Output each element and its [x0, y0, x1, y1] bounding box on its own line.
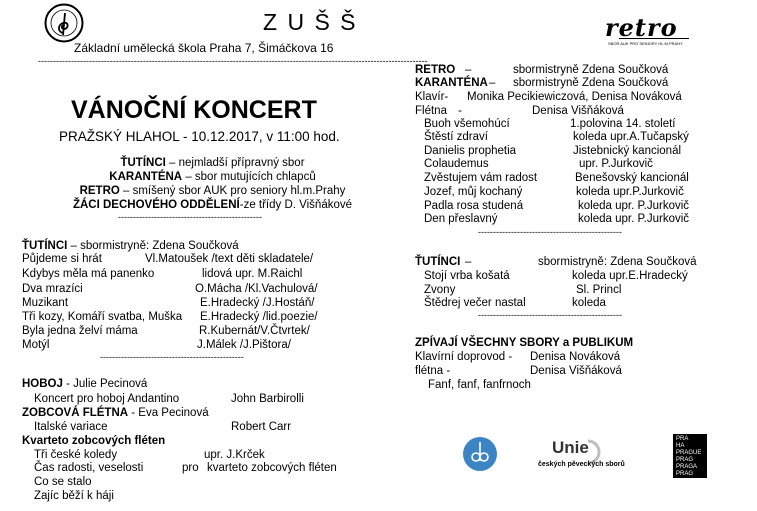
song-author: E.Hradecký /lid.poezie/: [200, 311, 318, 323]
song-title: Padla rosa studená: [424, 200, 524, 212]
song-author: koleda upr. P.Jurkovič: [578, 200, 690, 212]
song-title: Co se stalo: [34, 476, 92, 488]
song-title: Štědrej večer nastal: [424, 297, 526, 309]
song-title: Stojí vrba košatá: [424, 270, 510, 282]
song-author: upr. J.Krček: [204, 449, 265, 461]
song-title: Zvony: [424, 284, 456, 296]
song-title: Zvěstujem vám radost: [424, 172, 538, 184]
unie-logo: [538, 438, 648, 472]
ensemble-line: ŤUTÍNCI – nejmladší přípravný sbor: [120, 157, 305, 169]
song-author: Sl. Princl: [576, 284, 622, 296]
header-separator: ----------------------------------------------------------------------------------------------------------------------------------: [38, 56, 428, 66]
song-title: Půjdeme si hrát: [22, 253, 102, 265]
song-author: koleda upr.P.Jurkovič: [576, 186, 684, 198]
concert-title: VÁNOČNÍ KONCERT: [71, 96, 317, 124]
song-author: Robert Carr: [231, 421, 292, 433]
zobcova-heading: ZOBCOVÁ FLÉTNA - Eva Pecinová: [22, 407, 209, 419]
song-title: Tři české koledy: [34, 449, 118, 461]
song-title: Motýl: [22, 339, 50, 351]
ensemble-line: ŽÁCI DECHOVÉHO ODDĚLENÍ-ze třídy D. Višňákové: [72, 199, 353, 211]
separator: ------------------------------------------------: [100, 352, 244, 362]
song-author: koleda upr.E.Hradecký: [572, 270, 688, 282]
song-title: Buoh všemohúcí: [424, 118, 510, 130]
ensemble-line: KARANTÉNA – sbor mutujících chlapců: [109, 171, 316, 183]
hoboj-heading: HOBOJ - Julie Pecinová: [22, 378, 148, 390]
retro-logo-text: retro: [605, 13, 678, 42]
circle-logo: [462, 436, 498, 472]
treble-clef-icon: [44, 3, 84, 43]
choir-logo-icon: [462, 436, 498, 472]
unie-logo-subtext: českých pěveckých sborů: [538, 461, 625, 468]
separator: ------------------------------------------------: [478, 310, 622, 320]
ensemble-line: RETRO – smíšený sbor AUK pro seniory hl.m.Prahy: [79, 185, 346, 197]
song-author: Benešovský kancionál: [575, 172, 689, 184]
song-title: Byla jedna želví máma: [22, 325, 138, 337]
retro-logo-subtext: SBOR AUK PRO SENIORY HL.M.PRAHY: [608, 41, 683, 46]
song-title: Koncert pro hoboj Andantino: [34, 393, 180, 405]
song-author: koleda: [572, 297, 606, 309]
song-author: Vl.Matoušek /text děti skladatele/: [145, 253, 314, 265]
song-mid: pro: [182, 462, 199, 474]
song-author: E.Hradecký /J.Hostáň/: [200, 297, 315, 309]
all-choirs-heading: ZPÍVAJÍ VŠECHNY SBORY a PUBLIKUM: [415, 337, 634, 349]
kvarteto-heading: Kvarteto zobcových fléten: [22, 435, 166, 447]
finale-song: Fanf, fanf, fanfrnoch: [428, 379, 531, 391]
song-title: Colaudemus: [424, 158, 489, 170]
praha-logo: PRA HA PRAGUE PRAG PRAGA PRAG: [673, 434, 707, 478]
song-author: koleda upr. P.Jurkovič: [578, 213, 690, 225]
song-author: koleda upr.A.Tučapský: [573, 131, 689, 143]
song-author: upr. P.Jurkovič: [579, 158, 653, 170]
song-title: Kdybys měla má panenko: [22, 268, 155, 280]
song-title: Štěstí zdraví: [424, 131, 488, 143]
tutinci-heading: ŤUTÍNCI – sbormistryně: Zdena Součková: [22, 240, 239, 252]
song-author: kvarteto zobcových fléten: [207, 462, 337, 474]
school-emblem: [44, 3, 84, 43]
song-author: Jistebnický kancionál: [573, 145, 682, 157]
separator: ------------------------------------------------: [478, 227, 622, 237]
song-title: Danielis prophetia: [424, 145, 517, 157]
song-title: Tři kozy, Komáří svatba, Muška: [22, 311, 183, 323]
song-author: lidová upr. M.Raichl: [202, 268, 303, 280]
retro-logo: [605, 13, 695, 48]
song-author: O.Mácha /Kl.Vachulová/: [195, 283, 318, 295]
song-title: Jozef, můj kochaný: [424, 186, 523, 198]
unie-logo-text: Unie: [552, 438, 589, 457]
song-author: R.Kubernát/V.Čtvrtek/: [199, 325, 310, 337]
song-title: Italské variace: [34, 421, 108, 433]
song-author: John Barbirolli: [231, 393, 304, 405]
separator: ------------------------------------------------: [118, 212, 262, 222]
song-title: Čas radosti, veselosti: [34, 462, 144, 474]
song-title: Muzikant: [22, 297, 69, 309]
song-title: Zajíc běží k háji: [34, 490, 114, 502]
song-author: J.Málek /J.Pištora/: [197, 339, 291, 351]
song-title: Dva mrazíci: [22, 283, 83, 295]
school-short-name: Z U Š Š: [263, 9, 358, 35]
song-title: Den přeslavný: [424, 213, 498, 225]
concert-subtitle: PRAŽSKÝ HLAHOL - 10.12.2017, v 11:00 hod.: [59, 129, 340, 144]
song-author: 1.polovina 14. století: [570, 118, 676, 130]
school-full-name: Základní umělecká škola Praha 7, Šimáčkova 16: [74, 41, 334, 55]
